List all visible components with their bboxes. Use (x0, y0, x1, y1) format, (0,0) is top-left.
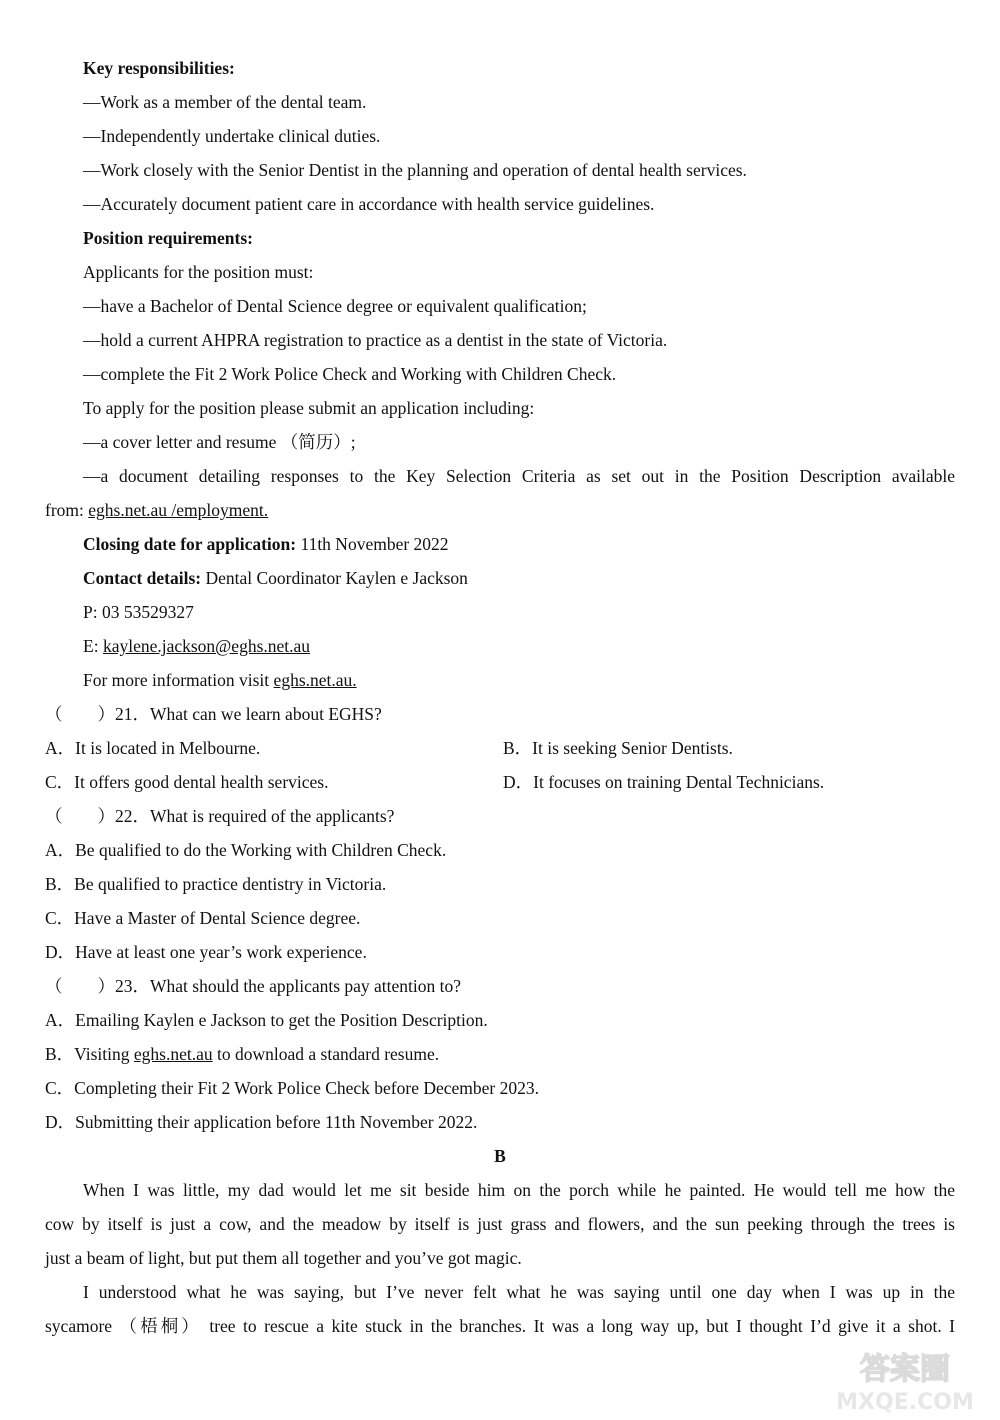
closing-date-value: 11th November 2022 (296, 534, 449, 554)
responsibility-item: —Independently undertake clinical duties. (83, 126, 381, 146)
q23-option-b-suffix: to download a standard resume. (212, 1044, 440, 1064)
section-b-heading: B (494, 1146, 506, 1166)
responsibility-item: —Work as a member of the dental team. (83, 92, 367, 112)
from-label: from: (45, 500, 89, 520)
email-label: E: (83, 636, 103, 656)
passage-b-p1-line1: When I was little, my dad would let me sit beside him on the porch while he painted. He would tell me how the (83, 1180, 955, 1200)
contact-details-value: Dental Coordinator Kaylen e Jackson (201, 568, 468, 588)
q21-option-c[interactable]: C．It offers good dental health services. (45, 772, 329, 792)
passage-b-p2-line2: sycamore （梧桐） tree to rescue a kite stuck in the branches. It was a long way up, but I thought I’d give it a shot. I (45, 1316, 955, 1336)
more-info-line (83, 669, 955, 691)
responsibility-item: —Work closely with the Senior Dentist in the planning and operation of dental health services. (83, 160, 747, 180)
closing-date-label: Closing date for application: (83, 534, 297, 554)
q22-option-a[interactable]: A．Be qualified to do the Working with Children Check. (45, 840, 447, 860)
passage-b-p1-line3: just a beam of light, but put them all together and you’ve got magic. (45, 1248, 522, 1268)
question-22-stem: （ ）22．What is required of the applicants? (45, 806, 395, 826)
question-21-stem: （ ）21．What can we learn about EGHS? (45, 704, 382, 724)
website-link[interactable]: eghs.net.au. (273, 670, 357, 690)
q22-option-c[interactable]: C．Have a Master of Dental Science degree. (45, 908, 361, 928)
key-responsibilities-heading: Key responsibilities: (83, 58, 235, 78)
q21-option-b[interactable]: B．It is seeking Senior Dentists. (503, 738, 733, 758)
apply-item-document: —a document detailing responses to the Key Selection Criteria as set out in the Position Description available (83, 466, 955, 486)
email-link[interactable]: kaylene.jackson@eghs.net.au (102, 636, 311, 656)
q21-option-d[interactable]: D．It focuses on training Dental Technicians. (503, 772, 825, 792)
apply-intro: To apply for the position please submit an application including: (83, 398, 535, 418)
q23-option-b-prefix: B．Visiting (45, 1044, 134, 1064)
q21-option-a[interactable]: A．It is located in Melbourne. (45, 738, 261, 758)
q22-option-d[interactable]: D．Have at least one year’s work experience. (45, 942, 367, 962)
contact-details-label: Contact details: (83, 568, 202, 588)
requirements-intro: Applicants for the position must: (83, 262, 314, 282)
q23-option-b[interactable] (45, 1043, 955, 1065)
q23-option-a[interactable]: A．Emailing Kaylen e Jackson to get the Position Description. (45, 1010, 488, 1030)
position-requirements-heading: Position requirements: (83, 228, 253, 248)
passage-b-p2-line1: I understood what he was saying, but I’ve never felt what he was saying until one day when I was up in the (83, 1282, 955, 1302)
passage-b-p1-line2: cow by itself is just a cow, and the meadow by itself is just grass and flowers, and the sun peeking through the trees is (45, 1214, 955, 1234)
responsibility-item: —Accurately document patient care in accordance with health service guidelines. (83, 194, 655, 214)
contact-phone: P: 03 53529327 (83, 602, 194, 622)
q23-option-b-link[interactable]: eghs.net.au (133, 1044, 213, 1064)
more-info-label: For more information visit (83, 670, 274, 690)
q23-option-c[interactable]: C．Completing their Fit 2 Work Police Check before December 2023. (45, 1078, 539, 1098)
closing-date (83, 533, 955, 555)
requirement-item: —complete the Fit 2 Work Police Check and Working with Children Check. (83, 364, 617, 384)
q23-option-d[interactable]: D．Submitting their application before 11th November 2022. (45, 1112, 478, 1132)
watermark-logo (820, 1345, 990, 1415)
apply-item-cover-letter: —a cover letter and resume （简历）; (83, 432, 356, 452)
q22-option-b[interactable]: B．Be qualified to practice dentistry in Victoria. (45, 874, 387, 894)
requirement-item: —hold a current AHPRA registration to practice as a dentist in the state of Victoria. (83, 330, 668, 350)
watermark-icon (820, 1345, 990, 1415)
contact-details (83, 567, 955, 589)
contact-email-line (83, 635, 955, 657)
watermark-cn: 答案圈 (860, 1352, 950, 1387)
apply-item-document-cont (45, 499, 955, 521)
employment-link[interactable]: eghs.net.au /employment. (88, 500, 269, 520)
question-23-stem: （ ）23．What should the applicants pay attention to? (45, 976, 462, 996)
requirement-item: —have a Bachelor of Dental Science degree or equivalent qualification; (83, 296, 587, 316)
watermark-en: MXQE.COM (836, 1390, 974, 1415)
